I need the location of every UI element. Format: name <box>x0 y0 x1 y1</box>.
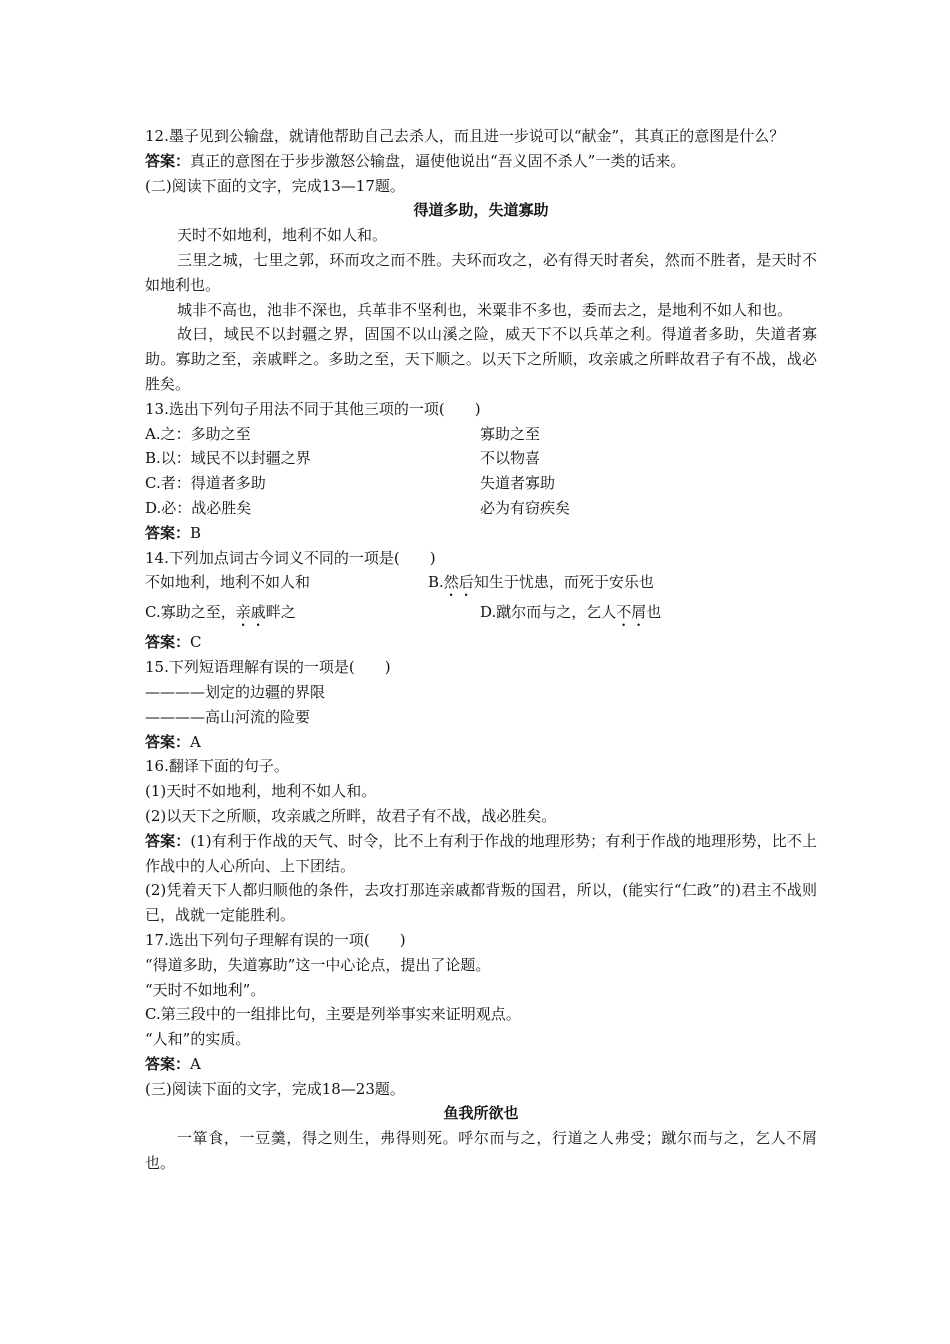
q14-answer: 答案：C <box>145 633 202 652</box>
q13-option-c: C.者：得道者多助 失道者寡助 <box>145 474 556 493</box>
q13-option-d: D.必：战必胜矣 必为有窃疾矣 <box>145 498 571 517</box>
q13-option-b: B.以：域民不以封疆之界 不以物喜 <box>145 449 541 468</box>
section3-paragraph: 一箪食，一豆羹，得之则生，弗得则死。呼尔而与之，行道之人弗受；蹴尔而与之，乞人不屑也。 <box>145 1129 817 1173</box>
section2-paragraph-2: 三里之城，七里之郭，环而攻之而不胜。夫环而攻之，必有得天时者矣，然而不胜者，是天时不如地利也。 <box>145 250 817 294</box>
q12-answer: 答案：真正的意图在于步步激怒公输盘，逼使他说出“吾义固不杀人”一类的话来。 <box>145 151 686 170</box>
q16-stem: 16.翻译下面的句子。 <box>145 757 289 776</box>
q17-line-1: “得道多助，失道寡助”这一中心论点，提出了论题。 <box>145 955 491 974</box>
answer-label: 答案： <box>145 523 191 542</box>
q14-option-b: B.然后知生于忧患，而死于安乐也 <box>428 573 654 592</box>
answer-label: 答案： <box>145 732 191 751</box>
answer-label: 答案： <box>145 151 191 170</box>
q15-line-2: ————高山河流的险要 <box>145 707 311 726</box>
q13-option-a: A.之：多助之至 寡助之至 <box>145 424 541 443</box>
q14-stem: 14.下列加点词古今词义不同的一项是( ) <box>145 548 436 567</box>
q15-line-1: ————划定的边疆的界限 <box>145 682 326 701</box>
q17-line-4: “人和”的实质。 <box>145 1030 251 1049</box>
q13-stem: 13.选出下列句子用法不同于其他三项的一项( ) <box>145 399 481 418</box>
q14-options-cd <box>145 600 817 630</box>
section2-paragraph-3: 城非不高也，池非不深也，兵革非不坚利也，米粟非不多也，委而去之，是地利不如人和也。 <box>177 300 793 319</box>
q15-answer: 答案：A <box>145 732 201 751</box>
q17-stem: 17.选出下列句子理解有误的一项( ) <box>145 930 406 949</box>
section2-paragraph-1: 天时不如地利，地利不如人和。 <box>177 226 388 245</box>
q17-line-3: C.第三段中的一组排比句，主要是列举事实来证明观点。 <box>145 1005 521 1024</box>
q14-option-d: D.蹴尔而与之，乞人不屑也 <box>480 603 662 622</box>
section2-intro: (二)阅读下面的文字，完成13—17题。 <box>145 176 405 195</box>
section2-title: 得道多助，失道寡助 <box>413 201 549 220</box>
section3-intro: (三)阅读下面的文字，完成18—23题。 <box>145 1079 405 1098</box>
q14-option-c: C.寡助之至，亲戚畔之 <box>145 603 296 622</box>
q14-option-a: 不如地利，地利不如人和 <box>145 573 311 592</box>
q16-answer-2: (2)凭着天下人都归顺他的条件，去攻打那连亲戚都背叛的国君，所以，(能实行“仁政”的)君主不战则已，战就一定能胜利。 <box>145 881 817 925</box>
section3-title: 鱼我所欲也 <box>443 1104 519 1123</box>
q14-options-ab <box>145 570 817 600</box>
q15-stem: 15.下列短语理解有误的一项是( ) <box>145 658 391 677</box>
q12-stem: 12.墨子见到公输盘，就请他帮助自己去杀人，而且进一步说可以“献金”，其真正的意图是什么？ <box>145 127 785 145</box>
q13-answer: 答案：B <box>145 523 202 542</box>
answer-label: 答案： <box>145 633 191 652</box>
q17-line-2: “天时不如地利”。 <box>145 980 266 999</box>
answer-label: 答案： <box>145 1054 191 1073</box>
q16-sentence-1: (1)天时不如地利，地利不如人和。 <box>145 782 377 801</box>
answer-label: 答案： <box>145 831 191 850</box>
section2-paragraph-4: 故曰，域民不以封疆之界，固国不以山溪之险，威天下不以兵革之利。得道者多助，失道者寡助。寡助之至，亲戚畔之。多助之至，天下顺之。以天下之所顺，攻亲戚之所畔故君子有不战，战必胜矣。 <box>145 325 817 393</box>
q17-answer: 答案：A <box>145 1054 201 1073</box>
document-page <box>145 124 817 1176</box>
q16-answer-1: 答案：(1)有利于作战的天气、时令，比不上有利于作战的地理形势；有利于作战的地理形势，比不上作战中的人心所向、上下团结。 <box>145 831 817 875</box>
q16-sentence-2: (2)以天下之所顺，攻亲戚之所畔，故君子有不战，战必胜矣。 <box>145 806 557 825</box>
